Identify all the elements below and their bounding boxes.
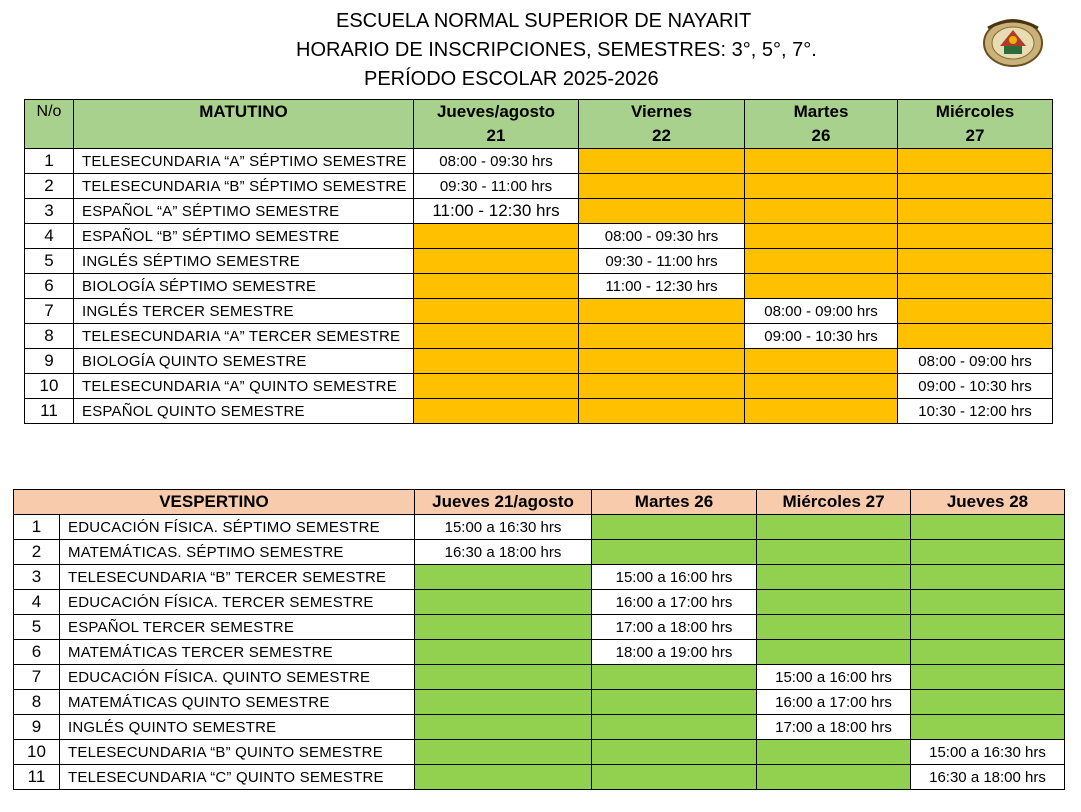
empty-cell [579, 174, 745, 199]
subject-cell: MATEMÁTICAS QUINTO SEMESTRE [60, 690, 415, 715]
header-day-1: Jueves 21/agosto [415, 490, 592, 515]
row-number: 5 [14, 615, 60, 640]
empty-cell [592, 540, 757, 565]
header-day-2: Viernes 22 [579, 100, 745, 149]
empty-cell [415, 740, 592, 765]
time-cell: 09:00 - 10:30 hrs [745, 324, 898, 349]
row-number: 9 [14, 715, 60, 740]
school-crest-icon [982, 16, 1044, 68]
empty-cell [415, 565, 592, 590]
empty-cell [592, 515, 757, 540]
empty-cell [414, 374, 579, 399]
empty-cell [415, 665, 592, 690]
empty-cell [414, 349, 579, 374]
table-row [14, 590, 1065, 615]
subject-cell: TELESECUNDARIA “B” SÉPTIMO SEMESTRE [74, 174, 414, 199]
row-number: 3 [14, 565, 60, 590]
empty-cell [415, 765, 592, 790]
row-number: 10 [14, 740, 60, 765]
subject-cell: TELESECUNDARIA “B” QUINTO SEMESTRE [60, 740, 415, 765]
empty-cell [414, 324, 579, 349]
time-cell: 08:00 - 09:30 hrs [579, 224, 745, 249]
table-row [14, 540, 1065, 565]
time-cell: 15:00 a 16:30 hrs [911, 740, 1065, 765]
time-cell: 17:00 a 18:00 hrs [757, 715, 911, 740]
table-row [14, 515, 1065, 540]
empty-cell [898, 224, 1053, 249]
empty-cell [898, 199, 1053, 224]
row-number: 4 [14, 590, 60, 615]
empty-cell [898, 324, 1053, 349]
header-day-4: Jueves 28 [911, 490, 1065, 515]
empty-cell [592, 690, 757, 715]
header-day-3: Martes 26 [745, 100, 898, 149]
time-cell: 16:00 a 17:00 hrs [757, 690, 911, 715]
empty-cell [757, 740, 911, 765]
subject-cell: TELESECUNDARIA “A” QUINTO SEMESTRE [74, 374, 414, 399]
time-cell: 15:00 a 16:00 hrs [592, 565, 757, 590]
table-row [14, 640, 1065, 665]
subject-cell: EDUCACIÓN FÍSICA. QUINTO SEMESTRE [60, 665, 415, 690]
subject-cell: ESPAÑOL QUINTO SEMESTRE [74, 399, 414, 424]
row-number: 5 [25, 249, 74, 274]
header-day-3: Miércoles 27 [757, 490, 911, 515]
row-number: 8 [14, 690, 60, 715]
empty-cell [579, 374, 745, 399]
time-cell: 16:30 a 18:00 hrs [415, 540, 592, 565]
empty-cell [898, 249, 1053, 274]
empty-cell [911, 715, 1065, 740]
table-row [25, 324, 1053, 349]
time-cell: 16:30 a 18:00 hrs [911, 765, 1065, 790]
empty-cell [579, 324, 745, 349]
subject-cell: ESPAÑOL TERCER SEMESTRE [60, 615, 415, 640]
subject-cell: MATEMÁTICAS TERCER SEMESTRE [60, 640, 415, 665]
empty-cell [579, 399, 745, 424]
table-row [14, 715, 1065, 740]
time-cell: 08:00 - 09:00 hrs [898, 349, 1053, 374]
header-matutino: MATUTINO [74, 100, 414, 149]
empty-cell [911, 640, 1065, 665]
empty-cell [415, 640, 592, 665]
subject-cell: BIOLOGÍA QUINTO SEMESTRE [74, 349, 414, 374]
row-number: 1 [25, 149, 74, 174]
subject-cell: EDUCACIÓN FÍSICA. SÉPTIMO SEMESTRE [60, 515, 415, 540]
empty-cell [414, 399, 579, 424]
school-name: ESCUELA NORMAL SUPERIOR DE NAYARIT [336, 10, 752, 32]
subject-cell: ESPAÑOL “A” SÉPTIMO SEMESTRE [74, 199, 414, 224]
subject-cell: TELESECUNDARIA “B” TERCER SEMESTRE [60, 565, 415, 590]
row-number: 3 [25, 199, 74, 224]
empty-cell [745, 174, 898, 199]
vespertino-table [13, 489, 1065, 790]
empty-cell [414, 224, 579, 249]
empty-cell [911, 565, 1065, 590]
table-row [25, 224, 1053, 249]
subject-cell: MATEMÁTICAS. SÉPTIMO SEMESTRE [60, 540, 415, 565]
empty-cell [579, 199, 745, 224]
empty-cell [745, 199, 898, 224]
empty-cell [757, 640, 911, 665]
time-cell: 11:00 - 12:30 hrs [579, 274, 745, 299]
empty-cell [898, 299, 1053, 324]
table-row [14, 565, 1065, 590]
time-cell: 16:00 a 17:00 hrs [592, 590, 757, 615]
empty-cell [579, 349, 745, 374]
subject-cell: TELESECUNDARIA “A” TERCER SEMESTRE [74, 324, 414, 349]
empty-cell [592, 740, 757, 765]
empty-cell [579, 149, 745, 174]
row-number: 1 [14, 515, 60, 540]
table-row [25, 249, 1053, 274]
empty-cell [745, 274, 898, 299]
table-row [25, 199, 1053, 224]
empty-cell [745, 224, 898, 249]
empty-cell [745, 149, 898, 174]
row-number: 4 [25, 224, 74, 249]
empty-cell [592, 715, 757, 740]
table-row [14, 765, 1065, 790]
time-cell: 11:00 - 12:30 hrs [414, 199, 579, 224]
row-number: 8 [25, 324, 74, 349]
empty-cell [745, 399, 898, 424]
subject-cell: EDUCACIÓN FÍSICA. TERCER SEMESTRE [60, 590, 415, 615]
empty-cell [898, 174, 1053, 199]
row-number: 6 [14, 640, 60, 665]
matutino-table [24, 99, 1053, 424]
subject-cell: INGLÉS SÉPTIMO SEMESTRE [74, 249, 414, 274]
document-header [0, 6, 1081, 96]
time-cell: 15:00 a 16:30 hrs [415, 515, 592, 540]
header-vespertino: VESPERTINO [14, 490, 415, 515]
empty-cell [757, 540, 911, 565]
table-row [14, 740, 1065, 765]
row-number: 10 [25, 374, 74, 399]
time-cell: 10:30 - 12:00 hrs [898, 399, 1053, 424]
school-period: PERÍODO ESCOLAR 2025-2026 [364, 68, 659, 90]
empty-cell [911, 540, 1065, 565]
empty-cell [911, 690, 1065, 715]
table-row [25, 349, 1053, 374]
empty-cell [415, 615, 592, 640]
empty-cell [592, 665, 757, 690]
row-number: 2 [25, 174, 74, 199]
time-cell: 09:30 - 11:00 hrs [414, 174, 579, 199]
empty-cell [757, 590, 911, 615]
empty-cell [579, 299, 745, 324]
subject-cell: TELESECUNDARIA “A” SÉPTIMO SEMESTRE [74, 149, 414, 174]
empty-cell [415, 715, 592, 740]
row-number: 2 [14, 540, 60, 565]
header-number: N/o [25, 100, 74, 149]
time-cell: 18:00 a 19:00 hrs [592, 640, 757, 665]
header-day-2: Martes 26 [592, 490, 757, 515]
header-day-4: Miércoles 27 [898, 100, 1053, 149]
empty-cell [414, 299, 579, 324]
time-cell: 08:00 - 09:00 hrs [745, 299, 898, 324]
empty-cell [911, 665, 1065, 690]
header-day-1: Jueves/agosto 21 [414, 100, 579, 149]
table-row [25, 299, 1053, 324]
empty-cell [757, 615, 911, 640]
subject-cell: ESPAÑOL “B” SÉPTIMO SEMESTRE [74, 224, 414, 249]
empty-cell [592, 765, 757, 790]
time-cell: 08:00 - 09:30 hrs [414, 149, 579, 174]
empty-cell [911, 590, 1065, 615]
table-row [14, 665, 1065, 690]
empty-cell [898, 149, 1053, 174]
time-cell: 15:00 a 16:00 hrs [757, 665, 911, 690]
row-number: 9 [25, 349, 74, 374]
row-number: 11 [14, 765, 60, 790]
row-number: 7 [14, 665, 60, 690]
empty-cell [414, 249, 579, 274]
table-row [25, 374, 1053, 399]
row-number: 11 [25, 399, 74, 424]
table-row [25, 174, 1053, 199]
time-cell: 09:30 - 11:00 hrs [579, 249, 745, 274]
schedule-title: HORARIO DE INSCRIPCIONES, SEMESTRES: 3°, 5°, 7°. [296, 39, 817, 61]
empty-cell [415, 690, 592, 715]
empty-cell [414, 274, 579, 299]
row-number: 6 [25, 274, 74, 299]
empty-cell [745, 249, 898, 274]
subject-cell: INGLÉS QUINTO SEMESTRE [60, 715, 415, 740]
empty-cell [911, 515, 1065, 540]
table-row [25, 274, 1053, 299]
row-number: 7 [25, 299, 74, 324]
empty-cell [757, 565, 911, 590]
empty-cell [745, 349, 898, 374]
empty-cell [757, 515, 911, 540]
table-row [14, 615, 1065, 640]
empty-cell [911, 615, 1065, 640]
table-row [25, 149, 1053, 174]
time-cell: 17:00 a 18:00 hrs [592, 615, 757, 640]
subject-cell: TELESECUNDARIA “C” QUINTO SEMESTRE [60, 765, 415, 790]
table-row [25, 399, 1053, 424]
empty-cell [757, 765, 911, 790]
table-row [14, 690, 1065, 715]
subject-cell: BIOLOGÍA SÉPTIMO SEMESTRE [74, 274, 414, 299]
empty-cell [898, 274, 1053, 299]
subject-cell: INGLÉS TERCER SEMESTRE [74, 299, 414, 324]
empty-cell [415, 590, 592, 615]
empty-cell [745, 374, 898, 399]
time-cell: 09:00 - 10:30 hrs [898, 374, 1053, 399]
